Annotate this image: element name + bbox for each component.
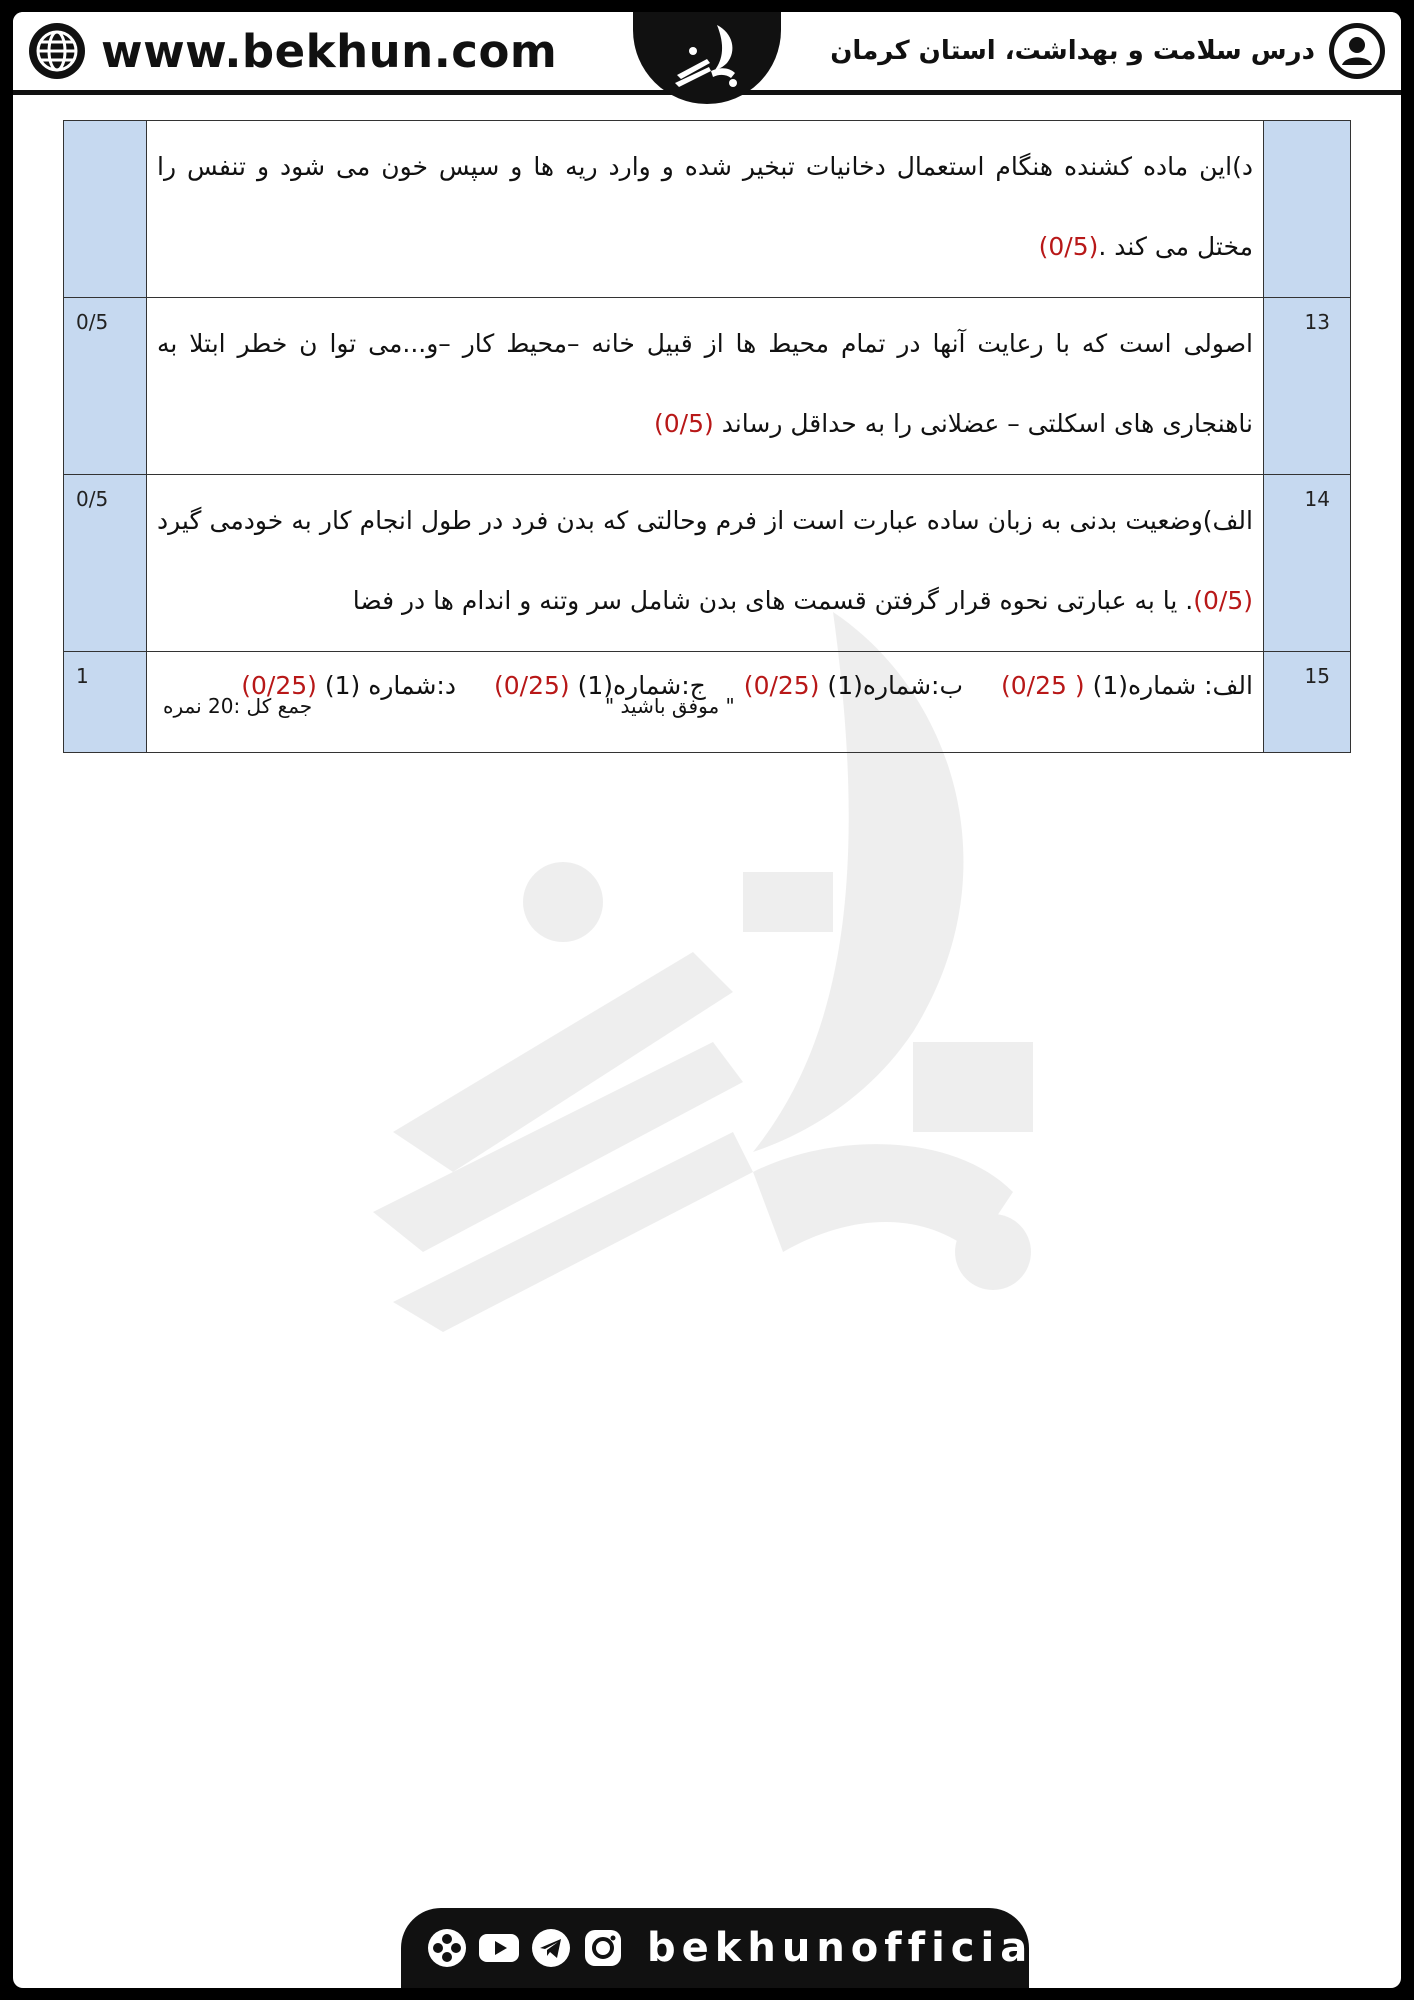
globe-icon: [27, 21, 87, 81]
instagram-icon[interactable]: [581, 1926, 625, 1970]
question-number: 14: [1264, 475, 1351, 652]
question-number: [1264, 121, 1351, 298]
question-number: 15: [1264, 652, 1351, 753]
site-link[interactable]: [27, 20, 557, 82]
question-score: 1: [64, 652, 147, 753]
answer-text: [147, 121, 1264, 298]
option-b: ب:شماره(1) (0/25): [743, 671, 963, 700]
table-row: [64, 475, 1351, 652]
table-row: [64, 121, 1351, 298]
question-number: 13: [1264, 298, 1351, 475]
question-score: 0/5: [64, 298, 147, 475]
answer-mark: (0/5): [653, 409, 714, 438]
total-score-text: جمع کل :20 نمره: [163, 694, 313, 718]
youtube-icon[interactable]: [477, 1926, 521, 1970]
answers-table: [63, 120, 1351, 753]
option-a: الف: شماره(1) ( 0/25): [1001, 671, 1253, 700]
answer-body-continued: . یا به عبارتی نحوه قرار گرفتن قسمت های بدن شامل سر وتنه و اندام ها در فضا: [352, 586, 1194, 615]
question-score: [64, 121, 147, 298]
answer-body: الف)وضعیت بدنی به زبان ساده عبارت است از فرم وحالتی که بدن فرد در طول انجام کار به خودمی گیرد: [157, 506, 1253, 535]
page: [13, 12, 1401, 1988]
table-row: [64, 298, 1351, 475]
user-icon: [1327, 21, 1387, 81]
good-luck-text: " موفق باشید ": [605, 694, 735, 718]
answer-mark: (0/5): [1193, 586, 1253, 615]
film-icon[interactable]: [425, 1926, 469, 1970]
answer-mark: (0/5): [1038, 232, 1099, 261]
option-c: ج:شماره(1) (0/25): [493, 671, 706, 700]
site-url: www.bekhun.com: [101, 24, 558, 78]
header-title-group: [830, 20, 1387, 82]
answer-body: د)این ماده کشنده هنگام استعمال دخانیات تبخیر شده و وارد ریه ها و سپس خون می شود و تنفس را مختل می کند .: [157, 152, 1253, 261]
page-title: درس سلامت و بهداشت، استان کرمان: [830, 36, 1315, 66]
social-bar: [401, 1908, 1053, 1988]
question-score: 0/5: [64, 475, 147, 652]
social-handle[interactable]: bekhunofficial: [647, 1925, 1053, 1971]
bekhun-logo-icon: [663, 21, 751, 95]
telegram-icon[interactable]: [529, 1926, 573, 1970]
answer-text: [147, 475, 1264, 652]
option-d: د:شماره (1) (0/25): [241, 671, 456, 700]
footer-note: [13, 694, 1401, 724]
answer-text: [147, 298, 1264, 475]
answer-body: اصولی است که با رعایت آنها در تمام محیط ها از قبیل خانه –محیط کار –و...می توا ن خطر ابتلا به ناهنجاری های اسکلتی – عضلانی را به حداقل رساند: [157, 329, 1253, 438]
